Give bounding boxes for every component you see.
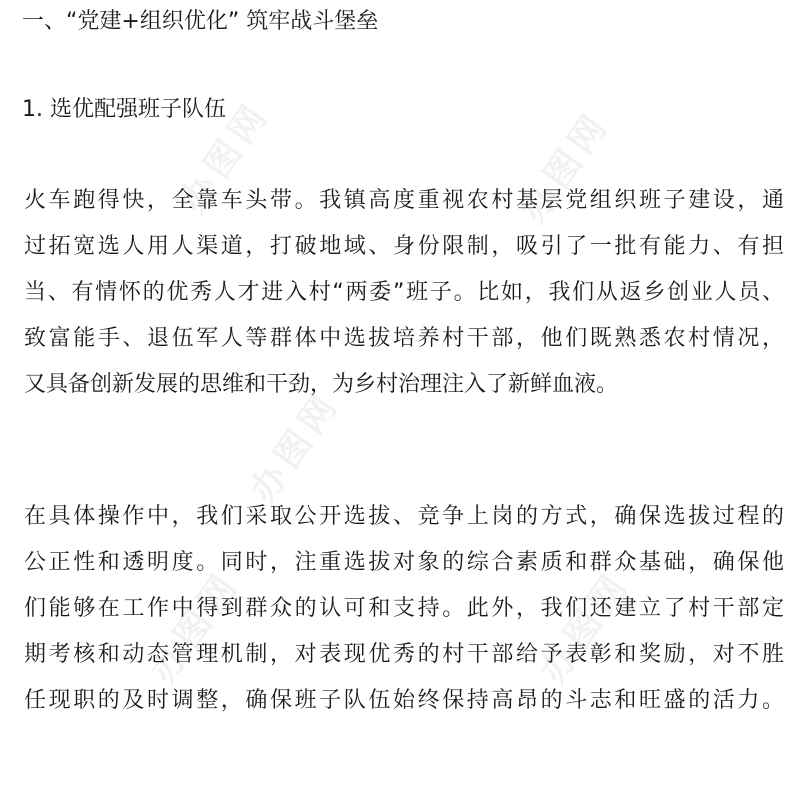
paragraph-line: 期考核和动态管理机制，对表现优秀的村干部给予表彰和奖励，对不胜 xyxy=(24,642,784,667)
watermark: 办图网 xyxy=(172,93,279,221)
paragraph xyxy=(24,494,784,724)
watermark: 办图网 xyxy=(532,563,639,691)
watermark: 办图网 xyxy=(242,383,349,511)
paragraph-line: 又具备创新发展的思维和干劲，为乡村治理注入了新鲜血液。 xyxy=(24,372,619,397)
paragraph-line: 公正性和透明度。同时，注重选拔对象的综合素质和群众基础，确保他 xyxy=(24,550,784,575)
paragraph-line: 火车跑得快，全靠车头带。我镇高度重视农村基层党组织班子建设，通 xyxy=(24,188,784,213)
paragraph-line: 在具体操作中，我们采取公开选拔、竞争上岗的方式，确保选拔过程的 xyxy=(24,504,784,529)
section-heading: 一、“党建+组织优化” 筑牢战斗堡垒 xyxy=(22,9,379,34)
subsection-heading: 1. 选优配强班子队伍 xyxy=(22,97,226,122)
paragraph-line: 过拓宽选人用人渠道，打破地域、身份限制，吸引了一批有能力、有担 xyxy=(24,234,784,259)
paragraph-line: 致富能手、退伍军人等群体中选拔培养村干部，他们既熟悉农村情况， xyxy=(24,326,784,351)
paragraph-line: 当、有情怀的优秀人才进入村“两委”班子。比如，我们从返乡创业人员、 xyxy=(24,280,784,305)
paragraph-line: 任现职的及时调整，确保班子队伍始终保持高昂的斗志和旺盛的活力。 xyxy=(24,688,784,713)
paragraph xyxy=(24,178,784,408)
watermark: 办图网 xyxy=(512,103,619,231)
watermark: 办图网 xyxy=(142,563,249,691)
paragraph-line: 们能够在工作中得到群众的认可和支持。此外，我们还建立了村干部定 xyxy=(24,596,784,621)
